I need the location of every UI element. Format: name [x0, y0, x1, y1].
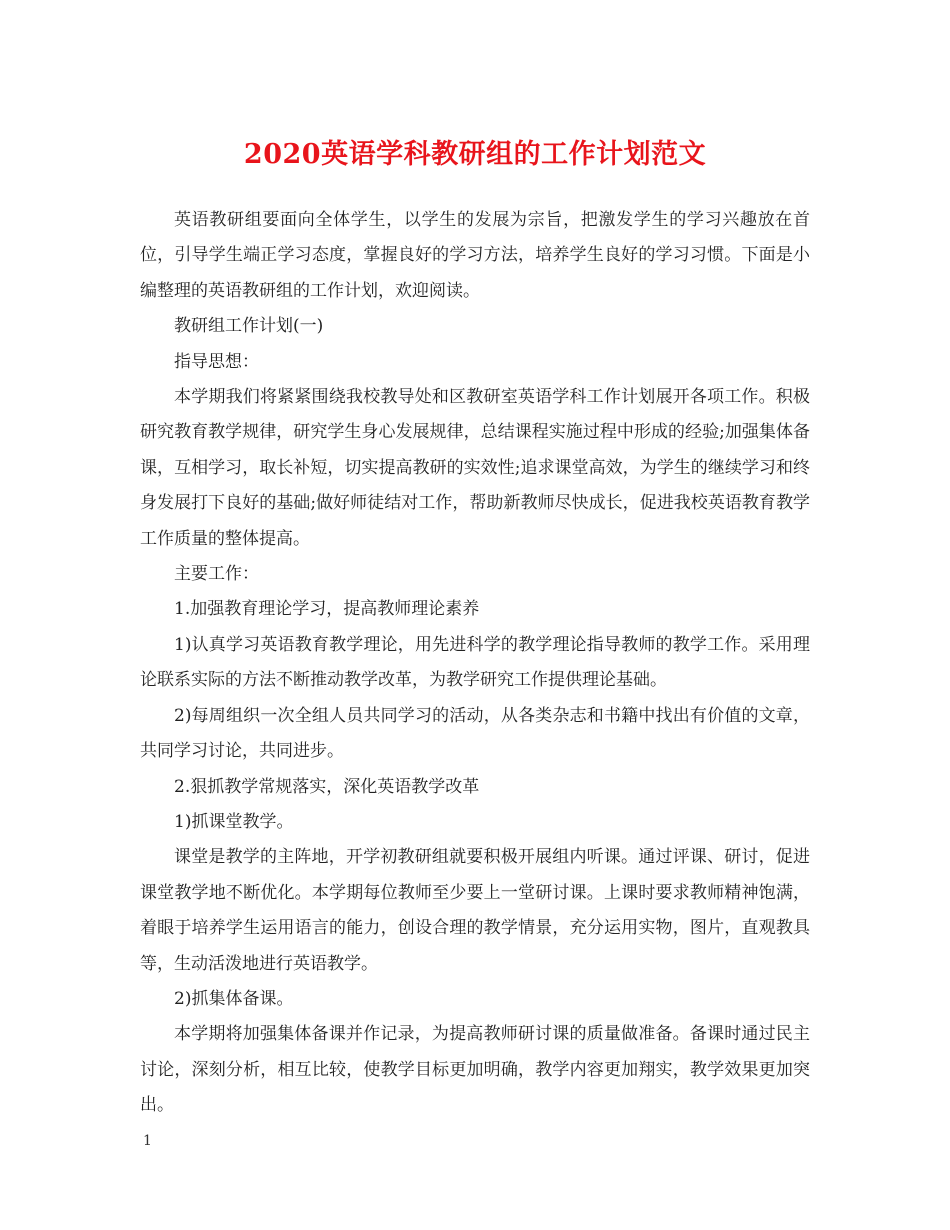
paragraph: 1)抓课堂教学。 [174, 811, 294, 832]
paragraph: 指导思想： [174, 351, 259, 372]
paragraph: 2)每周组织一次全组人员共同学习的活动，从各类杂志和书籍中找出有价值的文章，共同学习讨论，共同进步。 [140, 705, 810, 762]
paragraph: 1)认真学习英语教育教学理论，用先进科学的教学理论指导教师的教学工作。采用理论联系实际的方法不断推动教学改革，为教学研究工作提供理论基础。 [140, 634, 810, 691]
paragraph: 教研组工作计划(一) [174, 316, 324, 337]
document-body [140, 203, 810, 1124]
paragraph: 主要工作： [174, 564, 259, 585]
paragraph: 英语教研组要面向全体学生，以学生的发展为宗旨，把激发学生的学习兴趣放在首位，引导学生端正学习态度，掌握良好的学习方法，培养学生良好的学习习惯。下面是小编整理的英语教研组的工作计划，欢迎阅读。 [140, 210, 810, 301]
paragraph: 本学期我们将紧紧围绕我校教导处和区教研室英语学科工作计划展开各项工作。积极研究教育教学规律，研究学生身心发展规律，总结课程实施过程中形成的经验;加强集体备课，互相学习，取长补短，切实提高教研的实效性;追求课堂高效，为学生的继续学习和终身发展打下良好的基础;做好师徒结对工作，帮助新教师尽快成长，促进我校英语教育教学工作质量的整体提高。 [140, 387, 810, 549]
paragraph: 1.加强教育理论学习，提高教师理论素养 [174, 599, 480, 620]
document-title: 2020英语学科教研组的工作计划范文 [243, 139, 707, 170]
paragraph: 本学期将加强集体备课并作记录，为提高教师研讨课的质量做准备。备课时通过民主讨论，深刻分析，相互比较，使教学目标更加明确，教学内容更加翔实，教学效果更加突出。 [140, 1024, 810, 1116]
paragraph: 2)抓集体备课。 [174, 988, 294, 1009]
page-number: 1 [143, 1133, 152, 1149]
paragraph: 2.狠抓教学常规落实，深化英语教学改革 [174, 776, 480, 797]
paragraph: 课堂是教学的主阵地，开学初教研组就要积极开展组内听课。通过评课、研讨，促进课堂教学地不断优化。本学期每位教师至少要上一堂研讨课。上课时要求教师精神饱满，着眼于培养学生运用语言的能力，创设合理的教学情景，充分运用实物，图片，直观教具等，生动活泼地进行英语教学。 [140, 847, 810, 974]
